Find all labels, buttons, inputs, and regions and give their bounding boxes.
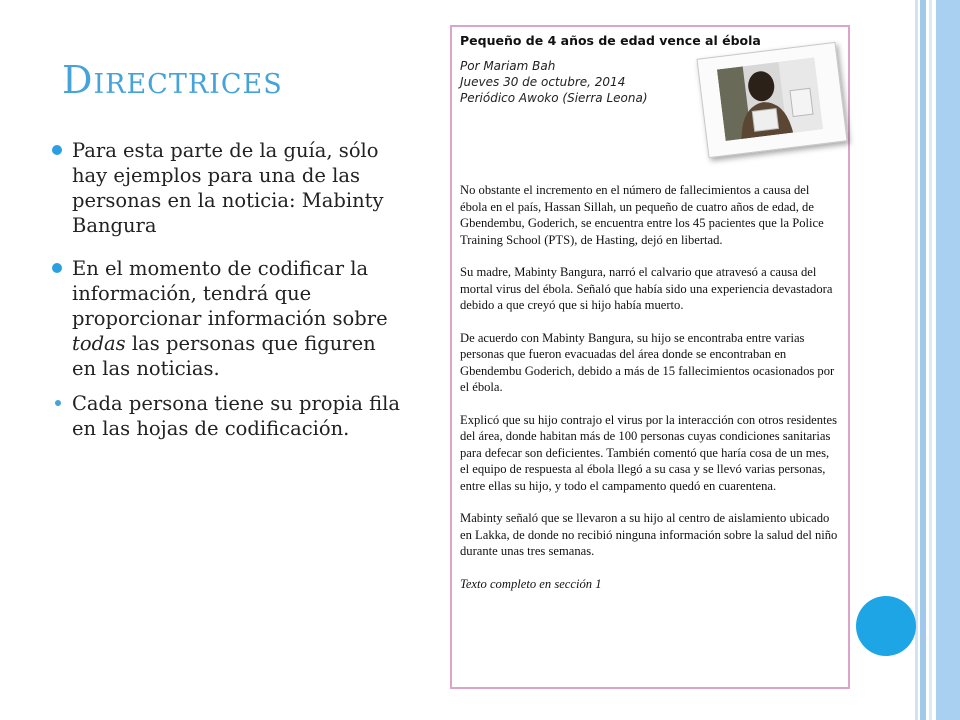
article-paragraph: Su madre, Mabinty Bangura, narró el calvario que atravesó a causa del mortal virus del ébola. Señaló que había sido una experiencia devastadora debido a que creyó que si hijo había muerto. xyxy=(460,265,833,312)
bullet-text: Cada persona tiene su propia fila en las hojas de codificación. xyxy=(72,392,400,440)
article-headline: Pequeño de 4 años de edad vence al ébola xyxy=(460,33,761,48)
bullet-text: Para esta parte de la guía, sólo hay ejemplos para una de las personas en la noticia: Mabinty Bangura xyxy=(72,139,384,237)
bullet-emphasis: todas xyxy=(72,332,126,355)
article-body xyxy=(460,182,838,592)
photo-frame xyxy=(696,42,847,158)
decorative-stripes xyxy=(915,0,960,720)
stripe xyxy=(934,0,960,720)
stripe xyxy=(920,0,926,720)
child-photo-image xyxy=(717,58,823,141)
bullet-item xyxy=(50,138,400,238)
full-text-link[interactable]: Texto completo en sección 1 xyxy=(460,576,602,591)
bullet-item xyxy=(50,256,400,381)
article-paragraph: Mabinty señaló que se llevaron a su hijo al centro de aislamiento ubicado en Lakka, de donde no recibió ninguna información sobre la salud del niño durante unas tres semanas. xyxy=(460,511,838,558)
article-date: Jueves 30 de octubre, 2014 xyxy=(460,75,626,89)
stripe xyxy=(915,0,918,720)
bullet-icon xyxy=(55,400,61,406)
article-paragraph: Explicó que su hijo contrajo el virus por la interacción con otros residentes del área, donde habitan más de 100 personas cuyas condiciones sanitarias para defecar son deficientes. También comentó que haría cosa de un mes, el equipo de respuesta al ébola llegó a su casa y se llevó varias personas, entre ellas su hijo, y todo el campamento quedó en cuarentena. xyxy=(460,412,838,493)
article-paragraph: No obstante el incremento en el número de fallecimientos a causa del ébola en el país, Hassan Sillah, un pequeño de cuatro años de edad, de Gbendembu, Goderich, se encuentra entre los 45 pacientes que la Police Training School (PTS), de Hasting, dejó en libertad. xyxy=(460,183,824,247)
bullet-icon xyxy=(52,263,62,273)
stripe xyxy=(929,0,932,720)
bullet-list xyxy=(50,138,400,441)
bullet-text-part2: las personas que figuren en las noticias. xyxy=(72,332,376,380)
bullet-icon xyxy=(52,145,62,155)
bullet-item xyxy=(50,391,400,441)
decorative-circle xyxy=(856,596,916,656)
child-photo xyxy=(717,58,823,141)
article-author: Por Mariam Bah xyxy=(460,59,556,73)
article-paragraph: De acuerdo con Mabinty Bangura, su hijo se encontraba entre varias personas que fueron evacuadas del área donde se encontraban en Gbendembu Goderich, debido a más de 15 fallecimientos ocasionados por el ébola. xyxy=(460,330,835,394)
article-meta xyxy=(460,58,648,106)
slide-title: Directrices xyxy=(62,58,283,102)
bullet-text-part1: En el momento de codificar la información, tendrá que proporcionar información sobre xyxy=(72,257,388,330)
article-source: Periódico Awoko (Sierra Leona) xyxy=(460,91,648,105)
